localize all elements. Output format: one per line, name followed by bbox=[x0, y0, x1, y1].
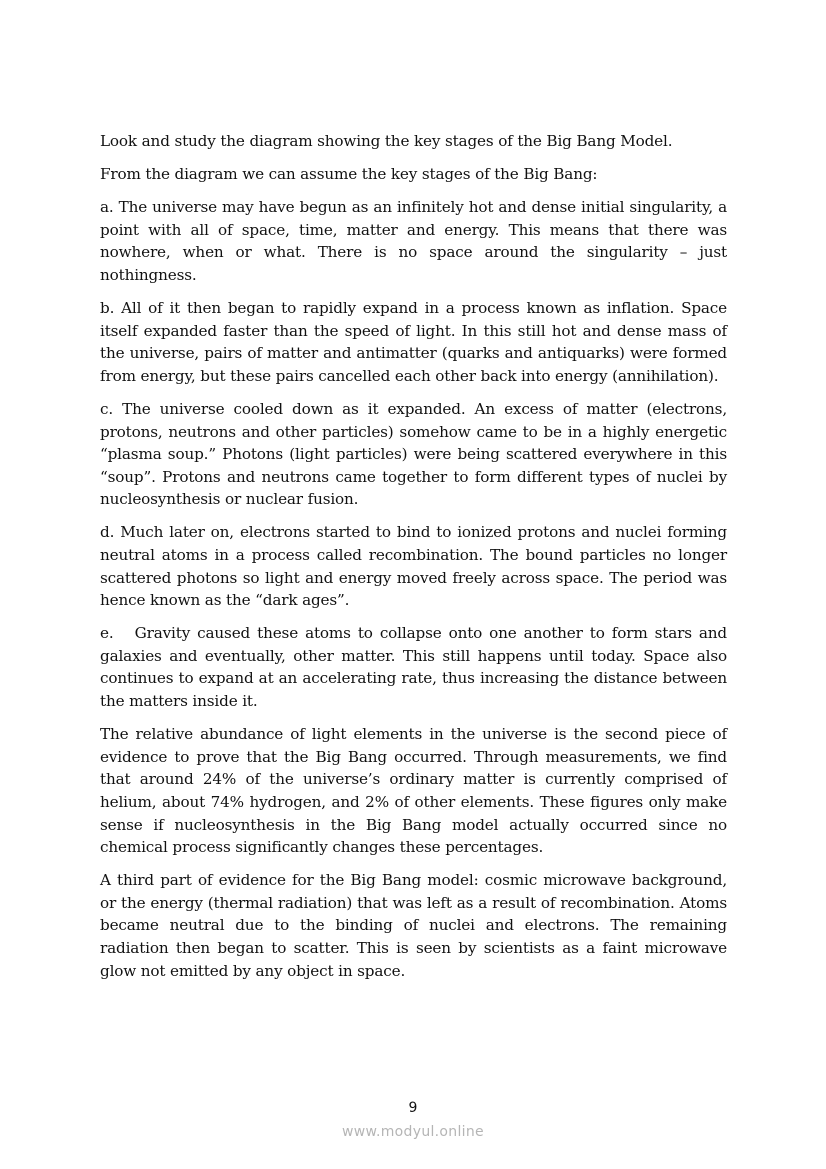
stage-d-paragraph: d. Much later on, electrons started to bind to ionized protons and nuclei forming neutral atoms in a process called recombination. The bound particles no longer scattered photons so light and energy moved freely across space. The period was hence known as the “dark ages”. bbox=[100, 523, 727, 610]
stage-c-paragraph: c. The universe cooled down as it expanded. An excess of matter (electrons, protons, neutrons and other particles) somehow came to be in a highly energetic “plasma soup.” Photons (light particles) were being scattered everywhere in this “soup”. Protons and neutrons came together to form different types of nuclei by nucleosynthesis or nuclear fusion. bbox=[100, 399, 727, 509]
intro-paragraph: Look and study the diagram showing the key stages of the Big Bang Model. bbox=[100, 132, 673, 150]
stage-b-paragraph: b. All of it then began to rapidly expand in a process known as inflation. Space itself expanded faster than the speed of light. In this still hot and dense mass of the universe, pairs of matter and antimatter (quarks and antiquarks) were formed from energy, but these pairs cancelled each other back into energy (annihilation). bbox=[100, 299, 727, 385]
cmb-evidence-paragraph: A third part of evidence for the Big Bang model: cosmic microwave background, or the energy (thermal radiation) that was left as a result of recombination. Atoms became neutral due to the binding of nuclei and electrons. The remaining radiation then began to scatter. This is seen by scientists as a faint microwave glow not emitted by any object in space. bbox=[100, 871, 727, 980]
page-number: 9 bbox=[408, 1100, 418, 1116]
stage-e-paragraph: e. Gravity caused these atoms to collapse onto one another to form stars and galaxies and eventually, other matter. This still happens until today. Space also continues to expand at an accelerating rate, thus increasing the distance between the matters inside it. bbox=[100, 624, 727, 711]
watermark: www.modyul.online bbox=[342, 1124, 484, 1140]
stage-a-paragraph: a. The universe may have begun as an infinitely hot and dense initial singularity, a point with all of space, time, matter and energy. This means that there was nowhere, when or what. There is no space around the singularity – just nothingness. bbox=[100, 198, 727, 284]
stages-lead-paragraph: From the diagram we can assume the key stages of the Big Bang: bbox=[100, 165, 598, 184]
light-elements-evidence-paragraph: The relative abundance of light elements in the universe is the second piece of evidence to prove that the Big Bang occurred. Through measurements, we find that around 24% of the universe’s ordinary matter is currently comprised of helium, about 74% hydrogen, and 2% of other elements. These figures only make sense if nucleosynthesis in the Big Bang model actually occurred since no chemical process significantly changes these percentages. bbox=[100, 725, 727, 857]
page-body bbox=[100, 130, 727, 993]
